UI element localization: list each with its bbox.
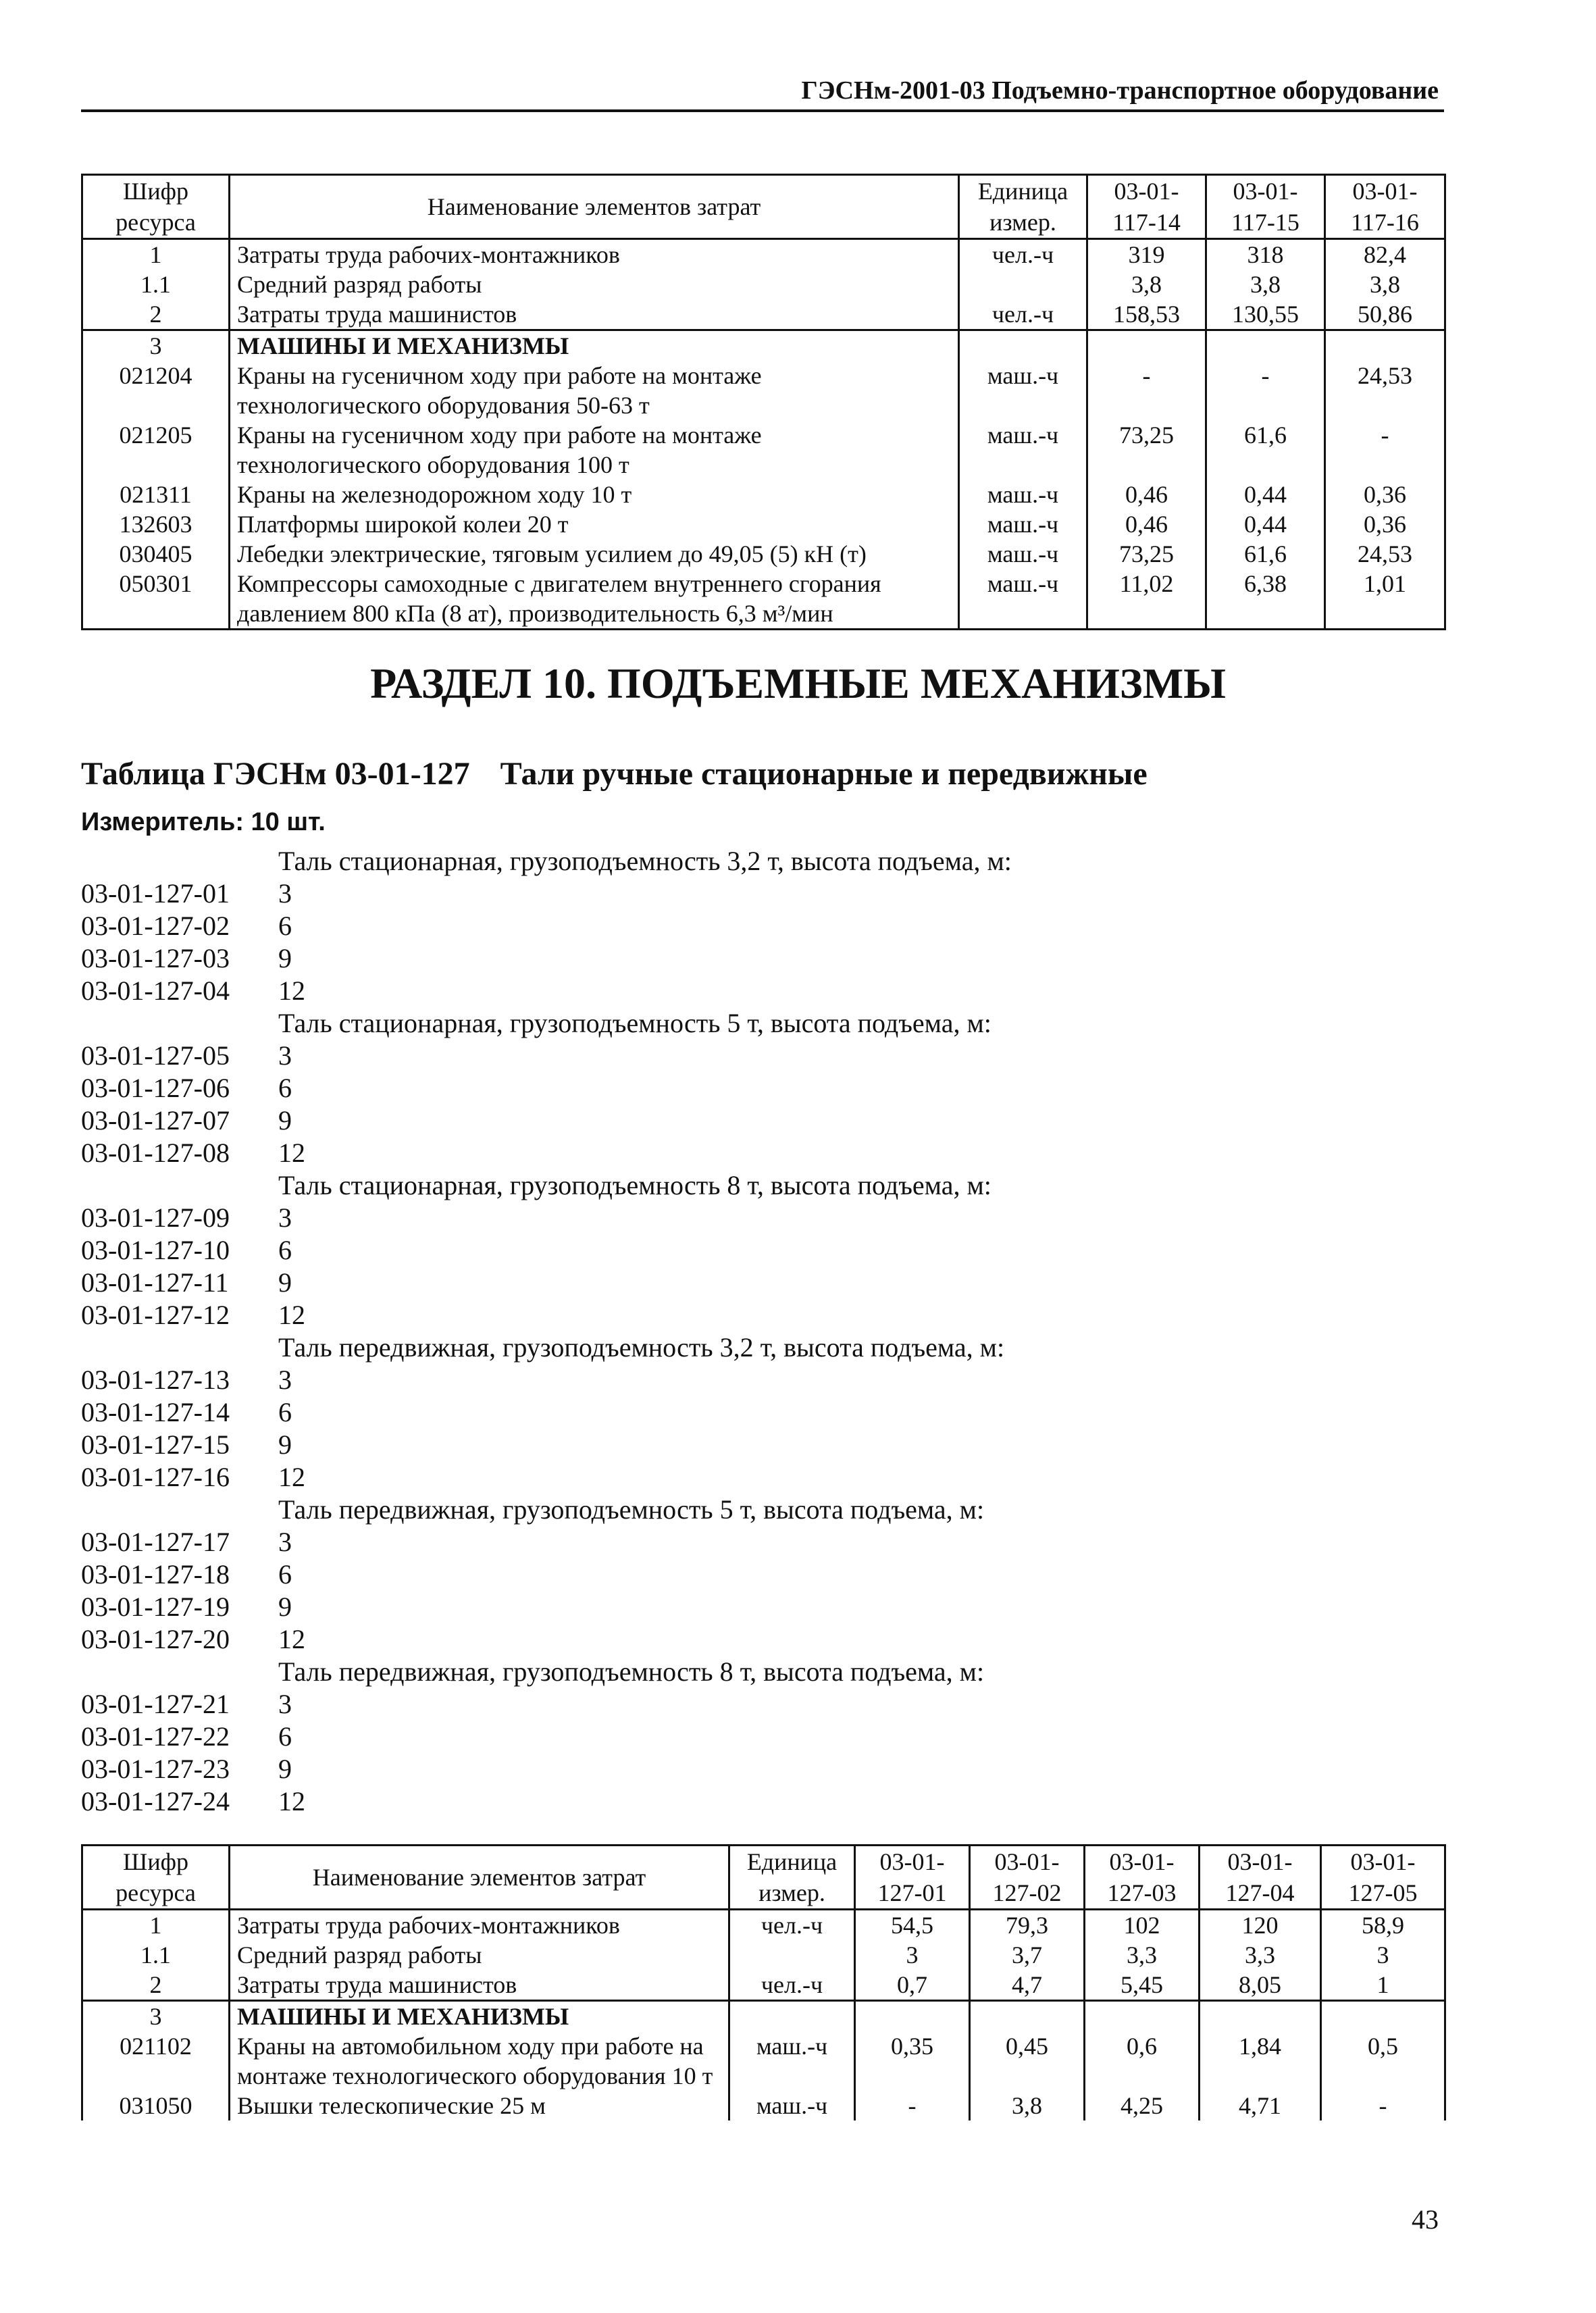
- table-row: [82, 2091, 1445, 2120]
- cell-value: 24,53: [1325, 361, 1445, 420]
- cell-code: 031050: [82, 2091, 230, 2120]
- cell-value: 0,7: [855, 1970, 970, 2001]
- cell-value: [1200, 2001, 1321, 2032]
- norm-code: 03-01-127-07: [81, 1105, 230, 1136]
- cell-unit: чел.-ч: [959, 239, 1087, 270]
- col-header-name: Наименование элементов затрат: [230, 1846, 729, 1910]
- cell-value: 120: [1200, 1910, 1321, 1941]
- cell-name: Краны на железнодорожном ходу 10 т: [230, 480, 959, 509]
- list-item: [81, 1623, 1364, 1656]
- table-row: [82, 2001, 1445, 2032]
- cell-code: 3: [82, 330, 230, 361]
- table-number: Таблица ГЭСНм 03-01-127: [81, 756, 470, 792]
- list-item: [81, 1721, 1364, 1753]
- list-item: [81, 1299, 1364, 1331]
- col-header-name: Наименование элементов затрат: [230, 175, 959, 239]
- norm-code: 03-01-127-08: [81, 1138, 230, 1168]
- cell-code: 132603: [82, 509, 230, 539]
- list-item: [81, 1040, 1364, 1072]
- cell-unit: маш.-ч: [729, 2031, 855, 2091]
- norm-code: 03-01-127-09: [81, 1202, 230, 1233]
- cell-value: 0,35: [855, 2031, 970, 2091]
- cell-code: 030405: [82, 539, 230, 569]
- cell-value: 318: [1206, 239, 1325, 270]
- list-item: [81, 942, 1364, 975]
- norm-code: 03-01-127-21: [81, 1689, 230, 1719]
- norm-code: 03-01-127-13: [81, 1365, 230, 1395]
- cell-value: -: [1321, 2091, 1445, 2120]
- cell-name: Затраты труда машинистов: [230, 1970, 729, 2001]
- table-header-row: [82, 1846, 1445, 1910]
- norm-code-list: [81, 845, 1364, 1818]
- cell-name: Затраты труда рабочих-монтажников: [230, 1910, 729, 1941]
- table-row: [82, 420, 1445, 480]
- col-header-norm: 03-01-117-15: [1206, 175, 1325, 239]
- list-item: [81, 1364, 1364, 1396]
- cell-unit: маш.-ч: [959, 509, 1087, 539]
- cell-value: [970, 2001, 1085, 2032]
- lift-height: 12: [278, 975, 305, 1006]
- table-title: [81, 755, 1148, 792]
- cell-name: Компрессоры самоходные с двигателем внутреннего сгорания давлением 800 кПа (8 ат), производительность 6,3 м³/мин: [230, 569, 959, 630]
- lift-height: 9: [278, 1754, 292, 1784]
- lift-height: 9: [278, 943, 292, 973]
- cell-value: -: [855, 2091, 970, 2120]
- lift-height: 12: [278, 1462, 305, 1492]
- cell-unit: маш.-ч: [959, 420, 1087, 480]
- cell-value: 3,8: [1087, 270, 1206, 299]
- cell-value: 3,7: [970, 1940, 1085, 1970]
- table-row: [82, 509, 1445, 539]
- group-title: Таль передвижная, грузоподъемность 5 т, высота подъема, м:: [278, 1494, 985, 1525]
- cell-value: 1,84: [1200, 2031, 1321, 2091]
- norm-code: 03-01-127-05: [81, 1040, 230, 1071]
- list-item: [81, 1688, 1364, 1721]
- cell-value: 0,6: [1085, 2031, 1200, 2091]
- cell-value: 0,36: [1325, 480, 1445, 509]
- lift-height: 6: [278, 1235, 292, 1265]
- cell-value: 6,38: [1206, 569, 1325, 630]
- norm-code: 03-01-127-12: [81, 1300, 230, 1330]
- table-row: [82, 1910, 1445, 1941]
- cell-value: [1321, 2001, 1445, 2032]
- list-item: [81, 975, 1364, 1007]
- lift-height: 6: [278, 911, 292, 941]
- cell-value: 4,25: [1085, 2091, 1200, 2120]
- cell-name: Средний разряд работы: [230, 1940, 729, 1970]
- list-item: [81, 1461, 1364, 1494]
- lift-height: 3: [278, 878, 292, 909]
- cell-value: 24,53: [1325, 539, 1445, 569]
- norm-code: 03-01-127-17: [81, 1527, 230, 1557]
- measure-unit: Измеритель: 10 шт.: [81, 808, 326, 836]
- cell-code: 2: [82, 299, 230, 330]
- norm-code: 03-01-127-02: [81, 911, 230, 941]
- norm-code: 03-01-127-19: [81, 1592, 230, 1622]
- list-item: [81, 1234, 1364, 1267]
- table-row: [82, 1970, 1445, 2001]
- group-title: Таль стационарная, грузоподъемность 8 т, высота подъема, м:: [278, 1170, 992, 1200]
- cell-code: 021311: [82, 480, 230, 509]
- norm-code: 03-01-127-11: [81, 1267, 229, 1298]
- cell-value: 54,5: [855, 1910, 970, 1941]
- cell-value: 11,02: [1087, 569, 1206, 630]
- cell-value: -: [1087, 361, 1206, 420]
- table-row: [82, 361, 1445, 420]
- col-header-norm: 03-01-127-04: [1200, 1846, 1321, 1910]
- cell-code: 1.1: [82, 1940, 230, 1970]
- list-item: [81, 1137, 1364, 1169]
- cell-unit: маш.-ч: [959, 539, 1087, 569]
- lift-height: 3: [278, 1202, 292, 1233]
- cell-value: 0,36: [1325, 509, 1445, 539]
- resource-table-2: [81, 1844, 1446, 2120]
- lift-height: 9: [278, 1105, 292, 1136]
- cell-value: 130,55: [1206, 299, 1325, 330]
- cell-value: 0,5: [1321, 2031, 1445, 2091]
- cell-value: 4,71: [1200, 2091, 1321, 2120]
- list-item: [81, 1072, 1364, 1104]
- cell-value: 5,45: [1085, 1970, 1200, 2001]
- cell-name: Затраты труда машинистов: [230, 299, 959, 330]
- table-row: [82, 569, 1445, 630]
- cell-code: 021204: [82, 361, 230, 420]
- cell-value: 73,25: [1087, 420, 1206, 480]
- norm-code: 03-01-127-06: [81, 1073, 230, 1103]
- cell-value: 8,05: [1200, 1970, 1321, 2001]
- lift-height: 12: [278, 1138, 305, 1168]
- cell-value: 158,53: [1087, 299, 1206, 330]
- cell-value: 0,44: [1206, 480, 1325, 509]
- table-row: [82, 330, 1445, 361]
- cell-value: [1087, 330, 1206, 361]
- lift-height: 3: [278, 1527, 292, 1557]
- group-title: Таль стационарная, грузоподъемность 5 т, высота подъема, м:: [278, 1008, 992, 1038]
- lift-height: 9: [278, 1267, 292, 1298]
- cell-value: 0,44: [1206, 509, 1325, 539]
- lift-height: 3: [278, 1689, 292, 1719]
- cell-unit: [959, 330, 1087, 361]
- cell-name: Краны на автомобильном ходу при работе на монтаже технологического оборудования 10 т: [230, 2031, 729, 2091]
- cell-unit: маш.-ч: [959, 480, 1087, 509]
- cell-code: 050301: [82, 569, 230, 630]
- cell-value: 0,46: [1087, 509, 1206, 539]
- lift-height: 12: [278, 1624, 305, 1654]
- col-header-code: Шифр ресурса: [82, 175, 230, 239]
- cell-unit: [959, 270, 1087, 299]
- list-item: [81, 1202, 1364, 1234]
- cell-name: МАШИНЫ И МЕХАНИЗМЫ: [230, 330, 959, 361]
- list-item: [81, 1558, 1364, 1591]
- norm-code: 03-01-127-24: [81, 1786, 230, 1816]
- col-header-unit: Единица измер.: [729, 1846, 855, 1910]
- lift-height: 6: [278, 1073, 292, 1103]
- lift-height: 9: [278, 1429, 292, 1460]
- page-header: [81, 66, 1444, 112]
- cell-code: 1: [82, 239, 230, 270]
- lift-height: 12: [278, 1300, 305, 1330]
- cell-value: 0,46: [1087, 480, 1206, 509]
- norm-code: 03-01-127-10: [81, 1235, 230, 1265]
- lift-height: 12: [278, 1786, 305, 1816]
- cell-code: 2: [82, 1970, 230, 2001]
- cell-code: 021205: [82, 420, 230, 480]
- col-header-norm: 03-01-127-01: [855, 1846, 970, 1910]
- norm-code: 03-01-127-01: [81, 878, 230, 909]
- table-header-row: [82, 175, 1445, 239]
- lift-height: 9: [278, 1592, 292, 1622]
- header-title: ГЭСНм-2001-03 Подъемно-транспортное оборудование: [801, 76, 1439, 105]
- col-header-norm: 03-01-117-14: [1087, 175, 1206, 239]
- cell-value: 73,25: [1087, 539, 1206, 569]
- list-item: [81, 878, 1364, 910]
- col-header-norm: 03-01-127-02: [970, 1846, 1085, 1910]
- cell-name: Лебедки электрические, тяговым усилием до 49,05 (5) кН (т): [230, 539, 959, 569]
- cell-value: 102: [1085, 1910, 1200, 1941]
- norm-code: 03-01-127-14: [81, 1397, 230, 1427]
- cell-value: 3: [855, 1940, 970, 1970]
- lift-height: 6: [278, 1559, 292, 1590]
- list-item: [81, 1591, 1364, 1623]
- cell-name: Вышки телескопические 25 м: [230, 2091, 729, 2120]
- table-row: [82, 480, 1445, 509]
- list-item: [81, 1526, 1364, 1558]
- norm-code: 03-01-127-18: [81, 1559, 230, 1590]
- norm-code: 03-01-127-15: [81, 1429, 230, 1460]
- list-item: [81, 1429, 1364, 1461]
- cell-value: 1,01: [1325, 569, 1445, 630]
- cell-value: 319: [1087, 239, 1206, 270]
- norm-code: 03-01-127-03: [81, 943, 230, 973]
- cell-unit: чел.-ч: [959, 299, 1087, 330]
- cell-value: -: [1206, 361, 1325, 420]
- norm-code: 03-01-127-22: [81, 1721, 230, 1752]
- col-header-norm: 03-01-127-05: [1321, 1846, 1445, 1910]
- list-item: [81, 1396, 1364, 1429]
- cell-name: Затраты труда рабочих-монтажников: [230, 239, 959, 270]
- norm-code: 03-01-127-20: [81, 1624, 230, 1654]
- list-item: [81, 1267, 1364, 1299]
- cell-value: 3,8: [970, 2091, 1085, 2120]
- lift-height: 3: [278, 1365, 292, 1395]
- cell-value: [1325, 330, 1445, 361]
- cell-value: 61,6: [1206, 539, 1325, 569]
- cell-value: 61,6: [1206, 420, 1325, 480]
- cell-unit: [729, 1940, 855, 1970]
- col-header-code: Шифр ресурса: [82, 1846, 230, 1910]
- table-row: [82, 239, 1445, 270]
- page-number: 43: [1412, 2204, 1439, 2235]
- resource-table-1: [81, 174, 1446, 630]
- cell-value: 58,9: [1321, 1910, 1445, 1941]
- col-header-unit: Единица измер.: [959, 175, 1087, 239]
- cell-unit: [729, 2001, 855, 2032]
- cell-unit: маш.-ч: [959, 569, 1087, 630]
- list-item: [81, 910, 1364, 942]
- cell-name: Краны на гусеничном ходу при работе на монтаже технологического оборудования 100 т: [230, 420, 959, 480]
- table-name: Тали ручные стационарные и передвижные: [500, 756, 1148, 792]
- cell-value: 1: [1321, 1970, 1445, 2001]
- cell-unit: чел.-ч: [729, 1970, 855, 2001]
- col-header-norm: 03-01-127-03: [1085, 1846, 1200, 1910]
- cell-value: 0,45: [970, 2031, 1085, 2091]
- norm-code: 03-01-127-23: [81, 1754, 230, 1784]
- cell-code: 021102: [82, 2031, 230, 2091]
- table-row: [82, 299, 1445, 330]
- cell-code: 3: [82, 2001, 230, 2032]
- cell-value: 3,8: [1206, 270, 1325, 299]
- cell-value: 3: [1321, 1940, 1445, 1970]
- cell-unit: маш.-ч: [729, 2091, 855, 2120]
- cell-unit: чел.-ч: [729, 1910, 855, 1941]
- cell-name: МАШИНЫ И МЕХАНИЗМЫ: [230, 2001, 729, 2032]
- norm-code: 03-01-127-16: [81, 1462, 230, 1492]
- table-row: [82, 1940, 1445, 1970]
- cell-value: 50,86: [1325, 299, 1445, 330]
- cell-code: 1.1: [82, 270, 230, 299]
- cell-name: Краны на гусеничном ходу при работе на монтаже технологического оборудования 50-63 т: [230, 361, 959, 420]
- section-title: РАЗДЕЛ 10. ПОДЪЕМНЫЕ МЕХАНИЗМЫ: [370, 659, 1226, 707]
- table-row: [82, 539, 1445, 569]
- col-header-norm: 03-01-117-16: [1325, 175, 1445, 239]
- cell-value: [855, 2001, 970, 2032]
- list-item: [81, 1785, 1364, 1818]
- group-title: Таль передвижная, грузоподъемность 8 т, высота подъема, м:: [278, 1656, 985, 1687]
- cell-value: 3,3: [1085, 1940, 1200, 1970]
- cell-value: 3,3: [1200, 1940, 1321, 1970]
- cell-value: 79,3: [970, 1910, 1085, 1941]
- table-row: [82, 2031, 1445, 2091]
- norm-code: 03-01-127-04: [81, 975, 230, 1006]
- group-title: Таль передвижная, грузоподъемность 3,2 т, высота подъема, м:: [278, 1332, 1005, 1363]
- cell-name: Средний разряд работы: [230, 270, 959, 299]
- lift-height: 6: [278, 1721, 292, 1752]
- cell-value: 82,4: [1325, 239, 1445, 270]
- list-item: [81, 1753, 1364, 1785]
- cell-value: -: [1325, 420, 1445, 480]
- group-title: Таль стационарная, грузоподъемность 3,2 т, высота подъема, м:: [278, 846, 1012, 876]
- table-row: [82, 270, 1445, 299]
- lift-height: 6: [278, 1397, 292, 1427]
- cell-name: Платформы широкой колеи 20 т: [230, 509, 959, 539]
- list-item: [81, 1104, 1364, 1137]
- lift-height: 3: [278, 1040, 292, 1071]
- cell-value: [1085, 2001, 1200, 2032]
- cell-value: [1206, 330, 1325, 361]
- cell-value: 3,8: [1325, 270, 1445, 299]
- cell-code: 1: [82, 1910, 230, 1941]
- cell-unit: маш.-ч: [959, 361, 1087, 420]
- cell-value: 4,7: [970, 1970, 1085, 2001]
